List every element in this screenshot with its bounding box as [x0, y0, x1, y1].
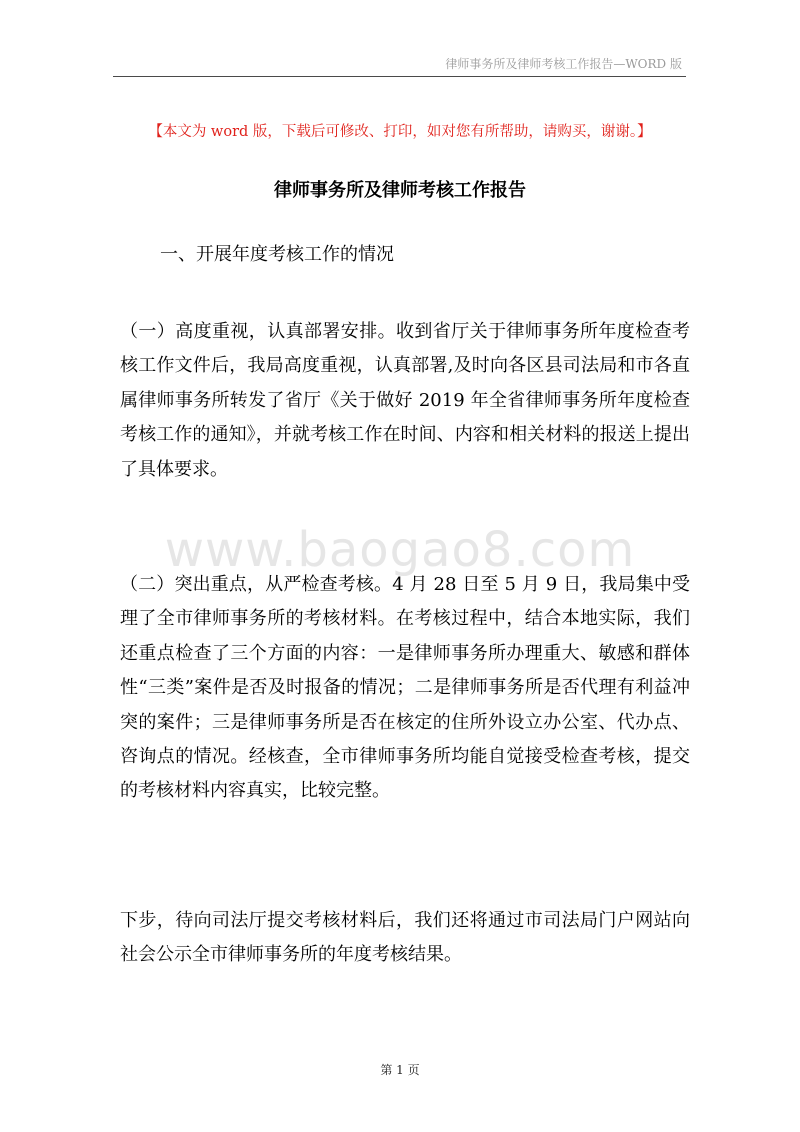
download-notice: 【本文为 word 版，下载后可修改、打印，如对您有所帮助，请购买，谢谢。】 — [148, 124, 652, 140]
watermark: www.baogao8.com — [164, 522, 636, 578]
document-title: 律师事务所及律师考核工作报告 — [274, 180, 526, 201]
page-number: 第 1 页 — [380, 1063, 420, 1077]
section-heading: 一、开展年度考核工作的情况 — [160, 244, 394, 265]
paragraph-3: 下步，待向司法厅提交考核材料后，我们还将通过市司法局门户网站向社会公示全市律师事务所的年度考核结果。 — [120, 910, 690, 966]
header-divider — [113, 76, 686, 77]
paragraph-2: （二）突出重点，从严检查考核。4 月 28 日至 5 月 9 日，我局集中受理了全市律师事务所的考核材料。在考核过程中，结合本地实际，我们还重点检查了三个方面的内容：一是律师事务所办理重大、敏感和群体性“三类”案件是否及时报备的情况；二是律师事务所是否代理有利益冲突的案件；三是律师事务所是否在核定的住所外设立办公室、代办点、咨询点的情况。经核查，全市律师事务所均能自觉接受检查考核，提交的考核材料内容真实，比较完整。 — [120, 574, 690, 802]
paragraph-1: （一）高度重视，认真部署安排。收到省厅关于律师事务所年度检查考核工作文件后，我局高度重视，认真部署,及时向各区县司法局和市各直属律师事务所转发了省厅《关于做好 2019 年全省律师事务所年度检查考核工作的通知》，并就考核工作在时间、内容和相关材料的报送上提出了具体要求。 — [120, 321, 690, 480]
running-header: 律师事务所及律师考核工作报告—WORD 版 — [445, 57, 682, 71]
